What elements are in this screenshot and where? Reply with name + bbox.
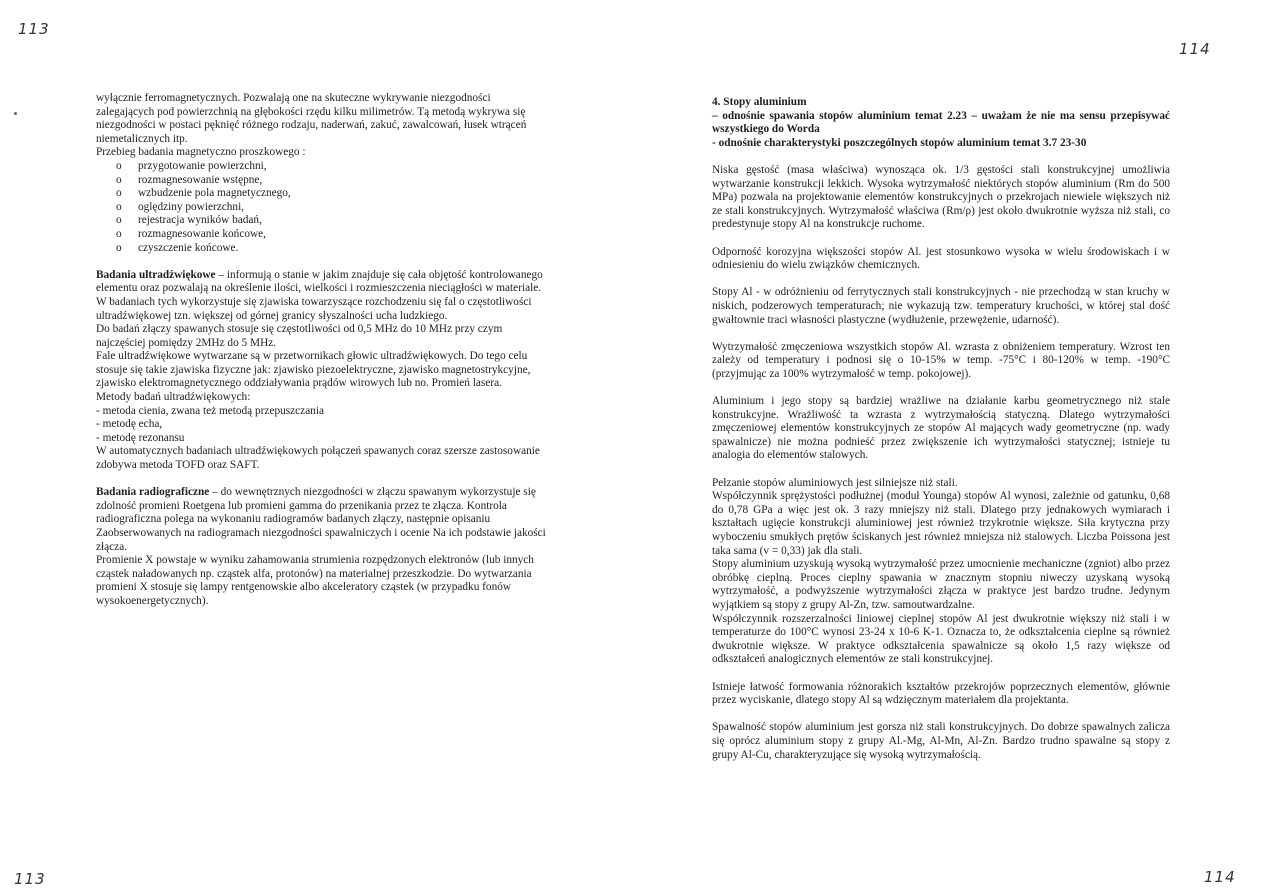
procedure-label: Przebieg badania magnetyczno proszkowego : bbox=[96, 146, 306, 159]
xray-paragraph: Promienie X powstaje w wyniku zahamowania strumienia rozpędzonych elektronów (lub innych cząstek naładowanych np. cząstek alfa, protonów) na materialnej przeszkodzie. Do wytwarzania promieni X stosuje się lampy rentgenowskie albo akceleratory cząstek (w przypadku fonów wysokoenergetycznych). bbox=[96, 554, 534, 607]
page-number-handwritten-top: 114 bbox=[1179, 40, 1211, 58]
radiographic-paragraph: Badania radiograficzne – do wewnętrznych niezgodności w złączu spawanym wykorzystuje się zdolność promieni Roetgena lub promieni gamma do przenikania przez te złącza. Kontrola radiograficzna polega na wykonaniu radiogramów badanych złączy, następnie opisaniu Zaobserwowanych na radiogramach niezgodności spawalniczych i ocenie Na ich podstawie jakości złącza. bbox=[96, 486, 546, 553]
list-item: o czyszczenie końcowe. bbox=[116, 242, 546, 256]
notch-paragraph: Aluminium i jego stopy są bardziej wrażliwe na działanie karbu geometrycznego niż stale konstrukcyjne. Wrażliwość ta wzrasta z wytrzymałością statyczną. Dlatego wytrzymałości zmęczeniowej elementów konstrukcyjnych ze stopów Al mających wady geometryczne (np. wady spawalnicze) nie można podnieść przez zwiększenie ich wytrzymałości statycznej; istnieje tu analogia do elementów stalowych. bbox=[712, 395, 1170, 462]
ultrasonic-frequency: Do badań złączy spawanych stosuje się częstotliwości od 0,5 MHz do 10 MHz przy czym najczęściej pomiędzy 2MHz do 5 MHz. bbox=[96, 323, 503, 349]
list-item: o rejestracja wyników badań, bbox=[116, 214, 546, 228]
scan-speck bbox=[14, 112, 17, 115]
method-item: - metoda cienia, zwana też metodą przepuszczania bbox=[96, 404, 325, 417]
weldability-paragraph: Spawalność stopów aluminium jest gorsza niż stali konstrukcyjnych. Do dobrze spawalnych zalicza się oprócz aluminium stopy z grupy Al.-Mg, Al-Mn, Al-Zn. Bardzo trudno spawalne są stopy z grupy Al-Cu, charakteryzujące się wysoką wytrzymałością. bbox=[712, 721, 1170, 761]
density-paragraph: Niska gęstość (masa właściwa) wynosząca ok. 1/3 gęstości stali konstrukcyjnej umożliwia wytwarzanie konstrukcji lekkich. Wysoka wytrzymałość niektórych stopów aluminium (Rm do 500 MPa) pozwala na projektowanie elementów konstrukcyjnych o przekrojach niewiele większych niż ze stali konstrukcyjnych. Wytrzymałość właściwa (Rm/ρ) jest około dwukrotnie wyższa niż stali, co predestynuje stopy Al na konstrukcje ruchome. bbox=[712, 163, 1170, 231]
method-item: - metodę echa, bbox=[96, 418, 163, 431]
list-item: o rozmagnesowanie wstępne, bbox=[116, 174, 546, 188]
procedure-steps-list bbox=[116, 160, 546, 255]
brittleness-paragraph: Stopy Al - w odróżnieniu od ferrytycznych stali konstrukcyjnych - nie przechodzą w stan kruchy w niskich, podzerowych temperaturach; nie wykazują tzw. temperatury kruchości, w której stal dość gwałtownie traci własności plastyczne (wydłużenie, przewężenie, udarność). bbox=[712, 286, 1170, 326]
page-number-handwritten-bottom: 113 bbox=[14, 870, 46, 888]
ultrasonic-transducers: Fale ultradźwiękowe wytwarzane są w przetwornikach głowic ultradźwiękowych. Do tego celu stosuje się takie zjawiska fizyczne jak: zjawisko piezoelektryczne, zjawisko magnetostrykcyjne, zjawisko elektromagnetycznego oddziaływania prądów wirowych lub no. Promień lasera. bbox=[96, 350, 531, 390]
fatigue-paragraph: Wytrzymałość zmęczeniowa wszystkich stopów Al. wzrasta z obniżeniem temperatury. Wzrost ten zależy od temperatury i podnosi się o 10-15% w temp. -75°C i 80-120% w temp. -190°C (przyjmując za 100% wytrzymałość w temp. pokojowej). bbox=[712, 340, 1170, 380]
note-characteristics: - odnośnie charakterystyki poszczególnych stopów aluminium temat 3.7 23-30 bbox=[712, 136, 1087, 149]
list-item: o wzbudzenie pola magnetycznego, bbox=[116, 187, 546, 201]
methods-label: Metody badań ultradźwiękowych: bbox=[96, 391, 251, 404]
list-item: o rozmagnesowanie końcowe, bbox=[116, 228, 546, 242]
list-item: o przygotowanie powierzchni, bbox=[116, 160, 546, 174]
list-item: o oględziny powierzchni, bbox=[116, 201, 546, 215]
page-number-handwritten-bottom: 114 bbox=[1204, 868, 1236, 886]
section-heading: 4. Stopy aluminium bbox=[712, 96, 807, 108]
young-modulus-paragraph: Współczynnik sprężystości podłużnej (moduł Younga) stopów Al wynosi, zależnie od gatunku, 0,68 do 0,78 GPa a więc jest ok. 3 razy mniejszy niż stali. Dlatego przy jednakowych wymiarach i kształtach ugięcie konstrukcji aluminiowej jest również trzykrotnie większe. Siła krytyczna przy wyboczeniu smukłych prętów ściskanych jest również mniejsza niż stalowych. Liczba Poissona jest taka sama (v = 0,33) jak dla stali. bbox=[712, 490, 1170, 557]
right-text-column bbox=[712, 96, 1170, 762]
note-welding: – odnośnie spawania stopów aluminium temat 2.23 – uważam że nie ma sensu przepisywać wszystkiego do Worda bbox=[712, 109, 1170, 136]
radiographic-title: Badania radiograficzne bbox=[96, 486, 210, 499]
ultrasonic-paragraph: Badania ultradźwiękowe – informują o stanie w jakim znajduje się cała objętość kontrolowanego elementu oraz pozwalają na określenie ilości, wielkości i rozmieszczenia nieciągłości w materiale. W badaniach tych wykorzystuje się zjawiska towarzyszące rozchodzeniu się fal o częstotliwości ultradźwiękowej tzn. większej od górnej granicy słyszalności ucha ludzkiego. bbox=[96, 268, 543, 322]
intro-paragraph: wyłącznie ferromagnetycznych. Pozwalają one na skuteczne wykrywanie niezgodności zalegających pod powierzchnią na głębokości rzędu kilku milimetrów. Tą metodą wykrywa się niezgodności w postaci pęknięć różnego rodzaju, naderwań, zakuć, zawalcowań, łusek wtrąceń niemetalicznych itp. bbox=[96, 92, 527, 145]
shapes-paragraph: Istnieje łatwość formowania różnorakich kształtów przekrojów poprzecznych elementów, głównie przez wyciskanie, dlatego stopy Al są wdzięcznym materiałem dla projektanta. bbox=[712, 680, 1170, 707]
left-text-column bbox=[96, 92, 546, 609]
strength-paragraph: Stopy aluminium uzyskują wysoką wytrzymałość przez umocnienie mechaniczne (zgniot) albo przez obróbkę cieplną. Proces cieplny spawania w znacznym stopniu niweczy uzyskaną wysoką wytrzymałość, a podwyższenie wytrzymałości złącza w praktyce jest bardzo trudne. Jedynym wyjątkiem są stopy z grupy Al-Zn, tzw. samoutwardzalne. bbox=[712, 558, 1170, 611]
ultrasonic-title: Badania ultradźwiękowe bbox=[96, 268, 216, 281]
page-number-handwritten-top: 113 bbox=[18, 20, 50, 38]
right-page bbox=[634, 0, 1267, 893]
corrosion-paragraph: Odporność korozyjna większości stopów Al. jest stosunkowo wysoka w wielu środowiskach i w odniesieniu do wielu związków chemicznych. bbox=[712, 245, 1170, 272]
creep-line: Pełzanie stopów aluminiowych jest silniejsze niż stali. bbox=[712, 476, 958, 489]
method-item: - metodę rezonansu bbox=[96, 431, 185, 444]
automatic-testing: W automatycznych badaniach ultradźwiękowych połączeń spawanych coraz szersze zastosowanie zdobywa metoda TOFD oraz SAFT. bbox=[96, 445, 540, 472]
thermal-expansion-paragraph: Współczynnik rozszerzalności liniowej cieplnej stopów Al jest dwukrotnie większy niż stali i w temperaturze do 100°C wynosi 23-24 x 10-6 K-1. Oznacza to, że odkształcenia cieplne są również dwukrotnie większe. W praktyce odkształcenia spawalnicze są około 1,5 razy większe od odkształceń analogicznych elementów ze stali konstrukcyjnej. bbox=[712, 612, 1170, 666]
